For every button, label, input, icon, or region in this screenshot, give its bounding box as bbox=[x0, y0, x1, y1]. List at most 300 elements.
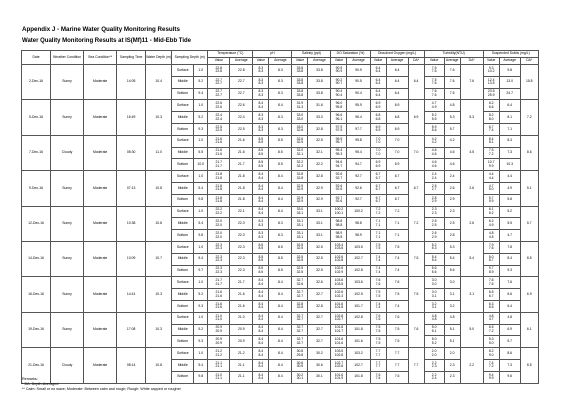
temperature-values bbox=[208, 230, 230, 242]
ph-average: 8.4 bbox=[269, 300, 292, 312]
suspended-solids-value: 8.7 bbox=[488, 258, 494, 263]
turbidity-value: 2.0 bbox=[431, 352, 437, 357]
dissolved-oxygen-value: 7.6 bbox=[375, 372, 381, 377]
level-depth-cell: 9.7 bbox=[194, 265, 208, 277]
turbidity-values bbox=[424, 88, 444, 100]
salinity-values bbox=[292, 371, 308, 383]
temperature-value: 21.1 bbox=[215, 376, 223, 381]
suspended-solids-values bbox=[483, 241, 499, 253]
temperature-value: 22.2 bbox=[215, 210, 223, 215]
suspended-solids-values bbox=[483, 277, 499, 289]
turbidity-values bbox=[424, 65, 444, 77]
suspended-solids-value: 9.0 bbox=[488, 352, 494, 357]
temperature-value: 22.2 bbox=[215, 207, 223, 212]
level-depth-cell: 10.0 bbox=[194, 159, 208, 171]
sampling-time-cell: 10:38 bbox=[117, 206, 146, 241]
dissolved-oxygen-value: 7.7 bbox=[375, 364, 381, 369]
turbidity-value: 3.1 bbox=[431, 293, 437, 298]
do-saturation-value: 90.7 bbox=[335, 81, 343, 86]
turbidity-value: 2.3 bbox=[431, 207, 437, 212]
remarks-heading: Remarks: bbox=[22, 377, 38, 381]
suspended-solids-average: 9.8 bbox=[499, 65, 520, 77]
table-row bbox=[22, 65, 558, 77]
date-cell: 9-Dec-16 bbox=[22, 171, 51, 206]
dissolved-oxygen-value: 6.8 bbox=[375, 116, 381, 121]
turbidity-values bbox=[424, 336, 444, 348]
temperature-value: 22.0 bbox=[215, 230, 223, 235]
salinity-value: 33.8 bbox=[296, 77, 304, 82]
level-depth-cell: 5.4 bbox=[194, 359, 208, 371]
suspended-solids-da: 6.1 bbox=[520, 312, 538, 347]
do-saturation-values bbox=[331, 253, 347, 265]
ph-values bbox=[253, 300, 269, 312]
dissolved-oxygen-value: 6.4 bbox=[375, 81, 381, 86]
turbidity-values bbox=[424, 348, 444, 360]
salinity-value: 32.6 bbox=[296, 128, 304, 133]
do-saturation-average: 102.8 bbox=[347, 312, 370, 324]
turbidity-average: 4.8 bbox=[444, 100, 460, 112]
temperature-values bbox=[208, 194, 230, 206]
temperature-value: 21.8 bbox=[215, 199, 223, 204]
suspended-solids-average: 13.0 bbox=[499, 76, 520, 88]
do-saturation-values bbox=[331, 171, 347, 183]
turbidity-da: 2.6 bbox=[460, 171, 483, 206]
salinity-value: 32.8 bbox=[296, 305, 304, 310]
salinity-values bbox=[292, 312, 308, 324]
header-sampling-depth: Sampling Depth (m) bbox=[172, 51, 208, 65]
turbidity-value: 2.5 bbox=[431, 183, 437, 188]
turbidity-values bbox=[424, 112, 444, 124]
ph-value: 8.5 bbox=[258, 148, 264, 153]
salinity-average: 32.2 bbox=[308, 159, 331, 171]
salinity-value: 32.7 bbox=[296, 317, 304, 322]
suspended-solids-average: 8.3 bbox=[499, 135, 520, 147]
suspended-solids-values bbox=[483, 65, 499, 77]
temperature-value: 21.6 bbox=[215, 140, 223, 145]
salinity-average: 33.1 bbox=[308, 218, 331, 230]
do-saturation-value: 102.7 bbox=[334, 360, 344, 365]
date-cell: 14-Dec-16 bbox=[22, 241, 51, 276]
temperature-values bbox=[208, 241, 230, 253]
temperature-average: 22.0 bbox=[230, 218, 253, 230]
dissolved-oxygen-da: 6.9 bbox=[408, 100, 424, 135]
temperature-value: 20.9 bbox=[215, 328, 223, 333]
turbidity-value: 7.6 bbox=[431, 69, 437, 74]
temperature-average: 21.2 bbox=[230, 348, 253, 360]
header-ph: pH bbox=[253, 51, 292, 58]
dissolved-oxygen-average: 7.5 bbox=[386, 241, 408, 253]
temperature-value: 20.9 bbox=[215, 337, 223, 342]
turbidity-value: 5.2 bbox=[431, 112, 437, 117]
dissolved-oxygen-value: 7.1 bbox=[375, 219, 381, 224]
table-row bbox=[22, 206, 558, 218]
suspended-solids-value: 25.9 bbox=[487, 92, 495, 97]
suspended-solids-average: 5.8 bbox=[499, 194, 520, 206]
weather-cell: Sunny bbox=[51, 312, 84, 347]
level-name-cell: Middle bbox=[172, 218, 194, 230]
suspended-solids-value: 10.7 bbox=[487, 160, 495, 165]
suspended-solids-value: 6.5 bbox=[488, 289, 494, 294]
level-depth-cell: 1.0 bbox=[194, 65, 208, 77]
ph-value: 8.5 bbox=[258, 136, 264, 141]
dissolved-oxygen-da: 6.7 bbox=[408, 171, 424, 206]
do-saturation-values bbox=[331, 324, 347, 336]
level-depth-cell: 1.0 bbox=[194, 135, 208, 147]
suspended-solids-value: 7.4 bbox=[488, 360, 494, 365]
ph-values bbox=[253, 241, 269, 253]
do-saturation-values bbox=[331, 336, 347, 348]
turbidity-average: 3.1 bbox=[444, 289, 460, 301]
do-saturation-average: 98.9 bbox=[347, 230, 370, 242]
remarks bbox=[22, 377, 181, 392]
level-name-cell: Surface bbox=[172, 348, 194, 360]
do-saturation-values bbox=[331, 277, 347, 289]
salinity-value: 32.6 bbox=[296, 281, 304, 286]
ph-value: 8.5 bbox=[258, 266, 264, 271]
level-depth-cell: 1.0 bbox=[194, 206, 208, 218]
do-saturation-value: 90.2 bbox=[335, 77, 343, 82]
do-saturation-value: 90.9 bbox=[335, 69, 343, 74]
turbidity-average: 5.4 bbox=[444, 253, 460, 265]
suspended-solids-value: 9.4 bbox=[488, 372, 494, 377]
temperature-value: 22.6 bbox=[215, 104, 223, 109]
dissolved-oxygen-value: 7.7 bbox=[375, 352, 381, 357]
dissolved-oxygen-value: 6.7 bbox=[375, 183, 381, 188]
level-depth-cell: 5.4 bbox=[194, 253, 208, 265]
suspended-solids-value: 23.5 bbox=[487, 89, 495, 94]
turbidity-average: 4.6 bbox=[444, 159, 460, 171]
do-saturation-value: 101.8 bbox=[334, 305, 344, 310]
ph-value: 8.5 bbox=[258, 269, 264, 274]
temperature-value: 21.6 bbox=[215, 305, 223, 310]
dissolved-oxygen-value: 7.6 bbox=[375, 376, 381, 381]
dissolved-oxygen-value: 7.4 bbox=[375, 254, 381, 259]
suspended-solids-values bbox=[483, 123, 499, 135]
salinity-value: 32.5 bbox=[296, 269, 304, 274]
temperature-average: 21.7 bbox=[230, 159, 253, 171]
ph-average: 8.4 bbox=[269, 312, 292, 324]
temperature-value: 22.3 bbox=[215, 258, 223, 263]
turbidity-average: 3.0 bbox=[444, 277, 460, 289]
ph-value: 8.3 bbox=[258, 230, 264, 235]
salinity-value: 33.1 bbox=[296, 210, 304, 215]
ph-value: 8.3 bbox=[258, 112, 264, 117]
temperature-average: 22.4 bbox=[230, 112, 253, 124]
do-saturation-average: 101.8 bbox=[347, 371, 370, 383]
turbidity-values bbox=[424, 171, 444, 183]
do-saturation-values bbox=[331, 100, 347, 112]
dissolved-oxygen-average: 7.0 bbox=[386, 135, 408, 147]
header-turbidity: Turbidity(NTU) bbox=[424, 51, 483, 58]
dissolved-oxygen-average: 7.5 bbox=[386, 336, 408, 348]
do-saturation-average: 102.8 bbox=[347, 265, 370, 277]
sampling-time-cell: 14:05 bbox=[117, 65, 146, 100]
do-saturation-value: 92.7 bbox=[335, 175, 343, 180]
water-depth-cell: 10.3 bbox=[146, 100, 172, 135]
ph-average: 8.5 bbox=[269, 241, 292, 253]
turbidity-value: 7.5 bbox=[431, 77, 437, 82]
sampling-time-cell: 08:30 bbox=[117, 135, 146, 170]
do-saturation-value: 102.8 bbox=[334, 313, 344, 318]
salinity-value: 33.0 bbox=[296, 112, 304, 117]
salinity-average: 32.5 bbox=[308, 265, 331, 277]
dissolved-oxygen-average: 6.8 bbox=[386, 112, 408, 124]
dissolved-oxygen-values bbox=[370, 65, 386, 77]
suspended-solids-values bbox=[483, 300, 499, 312]
turbidity-average: 3.2 bbox=[444, 300, 460, 312]
dissolved-oxygen-value: 7.7 bbox=[375, 360, 381, 365]
suspended-solids-average: 7.3 bbox=[499, 359, 520, 371]
turbidity-average: 4.2 bbox=[444, 135, 460, 147]
suspended-solids-value: 7.2 bbox=[488, 151, 494, 156]
salinity-value: 32.7 bbox=[296, 278, 304, 283]
salinity-value: 33.8 bbox=[296, 92, 304, 97]
dissolved-oxygen-value: 7.6 bbox=[375, 317, 381, 322]
turbidity-value: 4.2 bbox=[431, 140, 437, 145]
suspended-solids-value: 10.2 bbox=[487, 69, 495, 74]
header-weather: Weather Condition bbox=[51, 51, 84, 65]
salinity-value: 33.0 bbox=[296, 124, 304, 129]
ph-values bbox=[253, 312, 269, 324]
dissolved-oxygen-value: 6.8 bbox=[375, 112, 381, 117]
do-saturation-value: 97.9 bbox=[335, 124, 343, 129]
header-value: Value bbox=[370, 58, 386, 65]
temperature-value: 22.3 bbox=[215, 242, 223, 247]
do-saturation-value: 102.3 bbox=[334, 293, 344, 298]
dissolved-oxygen-value: 7.4 bbox=[375, 266, 381, 271]
do-saturation-values bbox=[331, 312, 347, 324]
temperature-value: 21.6 bbox=[215, 301, 223, 306]
salinity-values bbox=[292, 277, 308, 289]
ph-average: 8.5 bbox=[269, 135, 292, 147]
level-name-cell: Surface bbox=[172, 312, 194, 324]
dissolved-oxygen-values bbox=[370, 112, 386, 124]
suspended-solids-value: 7.2 bbox=[488, 328, 494, 333]
turbidity-values bbox=[424, 123, 444, 135]
ph-value: 8.4 bbox=[258, 195, 264, 200]
header-average: Average bbox=[444, 58, 460, 65]
remarks-line: * DA: Depth-Averaged bbox=[22, 382, 59, 386]
turbidity-value: 5.6 bbox=[431, 269, 437, 274]
dissolved-oxygen-average: 7.4 bbox=[386, 253, 408, 265]
ph-value: 8.5 bbox=[258, 254, 264, 259]
ph-average: 8.3 bbox=[269, 218, 292, 230]
salinity-values bbox=[292, 241, 308, 253]
level-name-cell: Surface bbox=[172, 100, 194, 112]
salinity-average: 30.6 bbox=[308, 359, 331, 371]
ph-value: 8.3 bbox=[258, 124, 264, 129]
dissolved-oxygen-average: 7.1 bbox=[386, 230, 408, 242]
level-depth-cell: 9.8 bbox=[194, 371, 208, 383]
suspended-solids-average: 8.4 bbox=[499, 253, 520, 265]
suspended-solids-values bbox=[483, 112, 499, 124]
salinity-value: 32.5 bbox=[296, 246, 304, 251]
turbidity-values bbox=[424, 194, 444, 206]
turbidity-value: 5.9 bbox=[431, 124, 437, 129]
dissolved-oxygen-value: 6.7 bbox=[375, 195, 381, 200]
turbidity-value: 3.0 bbox=[431, 289, 437, 294]
dissolved-oxygen-average: 6.9 bbox=[386, 123, 408, 135]
salinity-average: 32.7 bbox=[308, 289, 331, 301]
do-saturation-values bbox=[331, 241, 347, 253]
turbidity-da: 2.6 bbox=[460, 206, 483, 241]
level-name-cell: Bottom bbox=[172, 265, 194, 277]
water-depth-cell: 10.8 bbox=[146, 206, 172, 241]
suspended-solids-value: 8.0 bbox=[488, 116, 494, 121]
suspended-solids-average: 8.6 bbox=[499, 348, 520, 360]
salinity-values bbox=[292, 300, 308, 312]
turbidity-average: 2.9 bbox=[444, 194, 460, 206]
salinity-values bbox=[292, 324, 308, 336]
salinity-value: 33.8 bbox=[296, 69, 304, 74]
temperature-values bbox=[208, 112, 230, 124]
temperature-value: 21.6 bbox=[215, 293, 223, 298]
ph-value: 8.5 bbox=[258, 163, 264, 168]
level-depth-cell: 9.3 bbox=[194, 300, 208, 312]
temperature-average: 21.0 bbox=[230, 312, 253, 324]
turbidity-average: 2.6 bbox=[444, 182, 460, 194]
do-saturation-value: 102.6 bbox=[334, 289, 344, 294]
dissolved-oxygen-value: 6.4 bbox=[375, 92, 381, 97]
do-saturation-values bbox=[331, 88, 347, 100]
salinity-value: 32.0 bbox=[296, 148, 304, 153]
temperature-average: 22.3 bbox=[230, 253, 253, 265]
temperature-average: 20.9 bbox=[230, 324, 253, 336]
suspended-solids-average: 5.5 bbox=[499, 218, 520, 230]
dissolved-oxygen-value: 7.1 bbox=[375, 234, 381, 239]
salinity-value: 32.5 bbox=[296, 140, 304, 145]
ph-values bbox=[253, 112, 269, 124]
do-saturation-value: 98.8 bbox=[335, 222, 343, 227]
dissolved-oxygen-value: 6.4 bbox=[375, 89, 381, 94]
do-saturation-value: 102.6 bbox=[334, 266, 344, 271]
salinity-values bbox=[292, 171, 308, 183]
salinity-values bbox=[292, 159, 308, 171]
level-depth-cell: 1.0 bbox=[194, 241, 208, 253]
do-saturation-value: 102.8 bbox=[334, 258, 344, 263]
suspended-solids-values bbox=[483, 371, 499, 383]
sampling-time-cell: 17:08 bbox=[117, 312, 146, 347]
dissolved-oxygen-average: 6.4 bbox=[386, 88, 408, 100]
do-saturation-values bbox=[331, 265, 347, 277]
do-saturation-value: 101.8 bbox=[334, 325, 344, 330]
ph-average: 8.3 bbox=[269, 65, 292, 77]
do-saturation-average: 98.8 bbox=[347, 218, 370, 230]
suspended-solids-values bbox=[483, 265, 499, 277]
salinity-value: 32.9 bbox=[296, 187, 304, 192]
ph-value: 8.3 bbox=[258, 128, 264, 133]
turbidity-average: 5.1 bbox=[444, 336, 460, 348]
header-sea: Sea Condition** bbox=[84, 51, 117, 65]
level-name-cell: Bottom bbox=[172, 300, 194, 312]
do-saturation-value: 95.9 bbox=[335, 136, 343, 141]
dissolved-oxygen-values bbox=[370, 100, 386, 112]
turbidity-values bbox=[424, 265, 444, 277]
ph-values bbox=[253, 336, 269, 348]
level-depth-cell: 1.0 bbox=[194, 277, 208, 289]
level-depth-cell: 9.3 bbox=[194, 123, 208, 135]
suspended-solids-value: 4.4 bbox=[488, 175, 494, 180]
weather-cell: Sunny bbox=[51, 241, 84, 276]
dissolved-oxygen-value: 7.2 bbox=[375, 207, 381, 212]
salinity-value: 30.1 bbox=[296, 376, 304, 381]
turbidity-value: 5.0 bbox=[431, 337, 437, 342]
do-saturation-value: 101.6 bbox=[334, 372, 344, 377]
turbidity-value: 4.6 bbox=[431, 148, 437, 153]
ph-values bbox=[253, 100, 269, 112]
temperature-values bbox=[208, 206, 230, 218]
ph-average: 8.5 bbox=[269, 253, 292, 265]
temperature-value: 22.0 bbox=[215, 219, 223, 224]
temperature-average: 22.3 bbox=[230, 265, 253, 277]
dissolved-oxygen-values bbox=[370, 300, 386, 312]
ph-average: 8.3 bbox=[269, 112, 292, 124]
dissolved-oxygen-value: 6.7 bbox=[375, 187, 381, 192]
do-saturation-average: 96.4 bbox=[347, 112, 370, 124]
ph-value: 8.4 bbox=[258, 376, 264, 381]
table-title: Water Quality Monitoring Results at IS(Mf)11 - Mid-Ebb Tide bbox=[22, 38, 192, 44]
do-saturation-value: 101.6 bbox=[334, 301, 344, 306]
temperature-values bbox=[208, 359, 230, 371]
turbidity-value: 3.2 bbox=[431, 301, 437, 306]
header-suspended-solids: Suspended Solids (mg/L) bbox=[483, 51, 538, 58]
salinity-values bbox=[292, 289, 308, 301]
turbidity-value: 2.8 bbox=[431, 195, 437, 200]
turbidity-average: 7.6 bbox=[444, 88, 460, 100]
ph-value: 8.4 bbox=[258, 328, 264, 333]
dissolved-oxygen-da: 7.5 bbox=[408, 277, 424, 312]
temperature-average: 21.8 bbox=[230, 182, 253, 194]
table-row bbox=[22, 348, 558, 360]
ph-value: 8.3 bbox=[258, 89, 264, 94]
level-name-cell: Bottom bbox=[172, 230, 194, 242]
dissolved-oxygen-value: 7.1 bbox=[375, 222, 381, 227]
salinity-value: 33.1 bbox=[296, 219, 304, 224]
do-saturation-average: 100.2 bbox=[347, 206, 370, 218]
do-saturation-values bbox=[331, 218, 347, 230]
temperature-values bbox=[208, 371, 230, 383]
ph-average: 8.4 bbox=[269, 277, 292, 289]
salinity-average: 32.6 bbox=[308, 277, 331, 289]
do-saturation-value: 101.6 bbox=[334, 340, 344, 345]
temperature-value: 21.8 bbox=[215, 187, 223, 192]
level-name-cell: Surface bbox=[172, 277, 194, 289]
suspended-solids-average: 4.4 bbox=[499, 171, 520, 183]
do-saturation-value: 103.4 bbox=[334, 242, 344, 247]
suspended-solids-value: 7.6 bbox=[488, 246, 494, 251]
suspended-solids-da: 8.6 bbox=[520, 135, 538, 170]
turbidity-values bbox=[424, 76, 444, 88]
do-saturation-value: 92.6 bbox=[335, 183, 343, 188]
level-name-cell: Middle bbox=[172, 359, 194, 371]
dissolved-oxygen-values bbox=[370, 348, 386, 360]
suspended-solids-average: 4.8 bbox=[499, 312, 520, 324]
ph-value: 8.3 bbox=[258, 234, 264, 239]
table-row bbox=[22, 241, 558, 253]
turbidity-value: 5.6 bbox=[431, 266, 437, 271]
suspended-solids-value: 8.1 bbox=[488, 140, 494, 145]
turbidity-value: 5.6 bbox=[431, 128, 437, 133]
temperature-values bbox=[208, 324, 230, 336]
turbidity-value: 2.4 bbox=[431, 175, 437, 180]
ph-value: 8.4 bbox=[258, 101, 264, 106]
dissolved-oxygen-average: 6.4 bbox=[386, 76, 408, 88]
sampling-time-cell: 07:13 bbox=[117, 171, 146, 206]
dissolved-oxygen-value: 7.6 bbox=[375, 313, 381, 318]
ph-values bbox=[253, 171, 269, 183]
level-depth-cell: 1.0 bbox=[194, 100, 208, 112]
level-name-cell: Middle bbox=[172, 324, 194, 336]
